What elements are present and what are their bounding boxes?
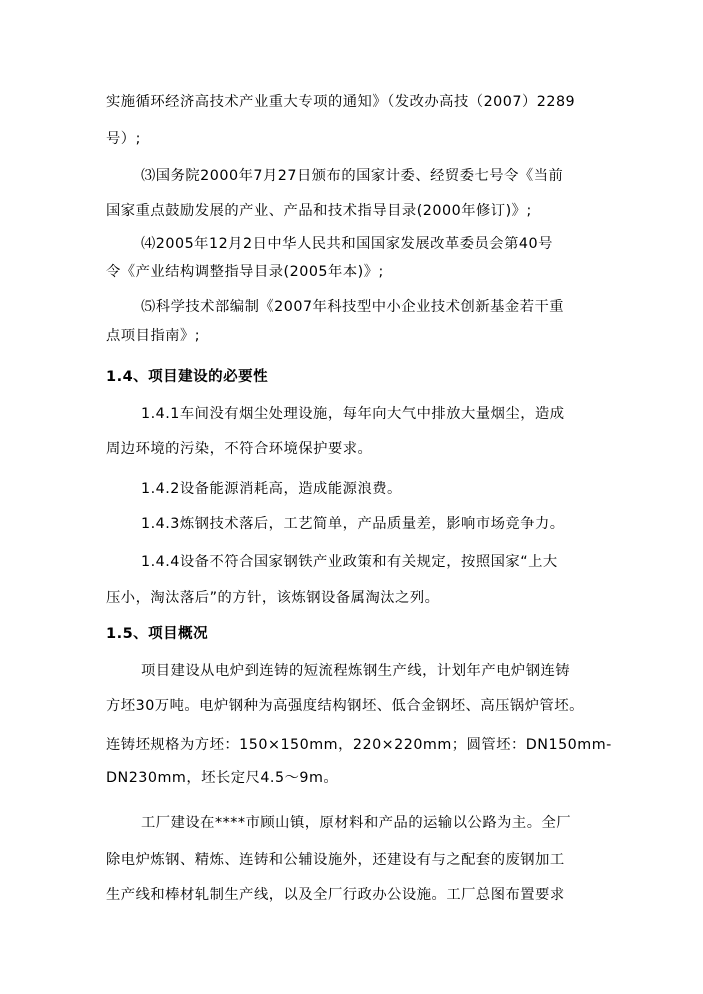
- text-line: 1.4.2设备能源消耗高，造成能源浪费。: [141, 481, 402, 497]
- text-line: 工厂建设在****市顾山镇，原材料和产品的运输以公路为主。全厂: [141, 815, 572, 831]
- section-heading: 1.5、项目概况: [106, 626, 209, 642]
- text-line: 令《产业结构调整指导目录(2005年本)》;: [106, 264, 384, 280]
- text-line: ⑶国务院2000年7月27日颁布的国家计委、经贸委七号令《当前: [141, 168, 564, 184]
- text-line: 除电炉炼钢、精炼、连铸和公辅设施外，还建设有与之配套的废钢加工: [106, 852, 565, 868]
- text-line: 生产线和棒材轧制生产线，以及全厂行政办公设施。工厂总图布置要求: [106, 887, 565, 903]
- text-line: 方坯30万吨。电炉钢种为高强度结构钢坯、低合金钢坯、高压锅炉管坯。: [106, 698, 584, 714]
- section-heading: 1.4、项目建设的必要性: [106, 369, 269, 385]
- text-line: ⑷2005年12月2日中华人民共和国国家发展改革委员会第40号: [141, 236, 553, 252]
- text-line: 项目建设从电炉到连铸的短流程炼钢生产线，计划年产电炉钢连铸: [141, 663, 571, 679]
- text-line: 实施循环经济高技术产业重大专项的通知》（发改办高技（2007）2289: [106, 94, 576, 110]
- text-line: 号）;: [106, 131, 141, 147]
- text-line: 1.4.3炼钢技术落后，工艺简单，产品质量差，影响市场竞争力。: [141, 516, 565, 532]
- text-line: ⑸科学技术部编制《2007年科技型中小企业技术创新基金若干重: [141, 299, 565, 315]
- text-line: 连铸坯规格为方坯：150×150mm，220×220mm；圆管坯：DN150mm-: [106, 737, 612, 753]
- text-line: 1.4.1车间没有烟尘处理设施，每年向大气中排放大量烟尘，造成: [141, 406, 565, 422]
- text-line: 点项目指南》;: [106, 328, 201, 344]
- text-line: DN230mm，坯长定尺4.5～9m。: [106, 770, 339, 786]
- text-line: 周边环境的污染，不符合环境保护要求。: [106, 441, 373, 457]
- text-line: 国家重点鼓励发展的产业、产品和技术指导目录(2000年修订)》;: [106, 203, 532, 219]
- text-line: 压小，淘汰落后”的方针，该炼钢设备属淘汰之列。: [106, 590, 440, 606]
- text-line: 1.4.4设备不符合国家钢铁产业政策和有关规定，按照国家“上大: [141, 554, 558, 570]
